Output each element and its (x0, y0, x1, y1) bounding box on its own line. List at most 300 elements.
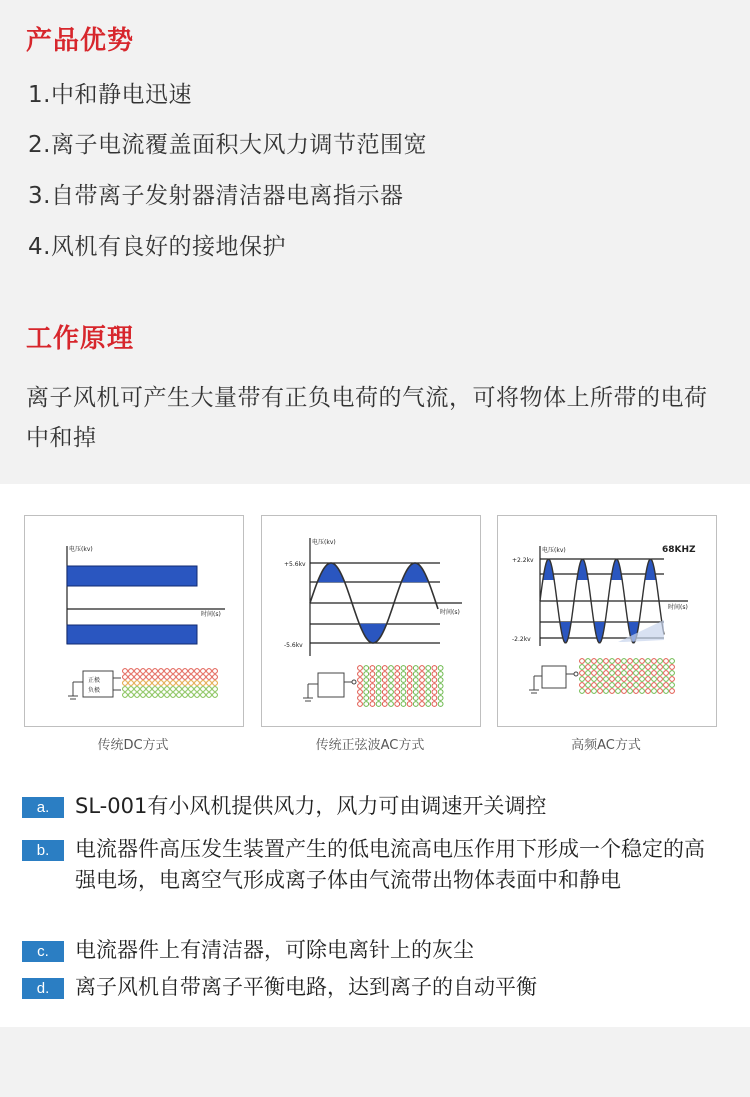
ion-particle (389, 672, 394, 677)
ion-particle (426, 702, 431, 707)
ion-particle (652, 659, 657, 664)
ion-particle (165, 675, 170, 680)
ion-particle (407, 666, 412, 671)
advantages-title: 产品优势 (26, 26, 135, 56)
ion-particle (438, 690, 443, 695)
ion-particle (364, 690, 369, 695)
ion-particle (370, 684, 375, 689)
ion-particle (628, 689, 633, 694)
ion-particle (147, 681, 152, 686)
ion-particle (382, 696, 387, 701)
ion-particle (640, 677, 645, 682)
ion-particle (640, 659, 645, 664)
hf-frequency: 68KHZ (662, 545, 696, 555)
ion-particle (159, 693, 164, 698)
ion-particle (389, 678, 394, 683)
ion-particle (598, 671, 603, 676)
ion-particle (358, 672, 363, 677)
ion-particle (171, 681, 176, 686)
ion-particle (438, 678, 443, 683)
ion-particle (426, 684, 431, 689)
ion-particle (610, 689, 615, 694)
ion-particle (177, 669, 182, 674)
dc-positive-bar (67, 566, 197, 586)
ion-particle (413, 690, 418, 695)
ion-particle (592, 659, 597, 664)
ion-particle (135, 687, 140, 692)
ion-particle (432, 696, 437, 701)
ion-particle (646, 689, 651, 694)
ion-particle (129, 687, 134, 692)
ion-particle (580, 683, 585, 688)
ion-particle (135, 693, 140, 698)
ion-particle (376, 696, 381, 701)
ion-particle (364, 678, 369, 683)
ion-particle (195, 687, 200, 692)
dc-ion-particles (123, 669, 218, 698)
ion-particle (364, 666, 369, 671)
ion-particle (407, 702, 412, 707)
ion-particle (413, 684, 418, 689)
ion-particle (395, 696, 400, 701)
ion-particle (640, 689, 645, 694)
ion-particle (586, 689, 591, 694)
ion-particle (407, 672, 412, 677)
ion-particle (664, 671, 669, 676)
ion-particle (586, 659, 591, 664)
ion-particle (658, 677, 663, 682)
ion-particle (616, 665, 621, 670)
ion-particle (610, 659, 615, 664)
ion-particle (141, 681, 146, 686)
ion-particle (189, 687, 194, 692)
ion-particle (195, 681, 200, 686)
hf-bottom-value: -2.2kv (512, 636, 531, 643)
ion-particle (382, 702, 387, 707)
diagram-dc (24, 515, 244, 727)
ion-particle (622, 683, 627, 688)
ion-particle (658, 665, 663, 670)
ion-particle (580, 665, 585, 670)
ion-particle (183, 675, 188, 680)
ion-particle (622, 689, 627, 694)
feature-text: 电流器件高压发生装置产生的低电流高电压作用下形成一个稳定的高强电场，电离空气形成离子体由气流带出物体表面中和静电 (75, 837, 705, 892)
hf-shadow (618, 620, 664, 642)
ion-particle (616, 683, 621, 688)
ion-particle (634, 677, 639, 682)
ion-particle (183, 669, 188, 674)
ion-particle (580, 689, 585, 694)
ion-particle (147, 687, 152, 692)
ion-particle (189, 681, 194, 686)
ion-particle (201, 675, 206, 680)
ion-particle (426, 666, 431, 671)
advantage-item-4: 4.风机有良好的接地保护 (28, 234, 286, 260)
ion-particle (395, 702, 400, 707)
advantage-item-2: 2.离子电流覆盖面积大风力调节范围宽 (28, 132, 427, 158)
ion-particle (586, 671, 591, 676)
ion-particle (592, 677, 597, 682)
feature-badge: a. (22, 797, 64, 818)
ion-particle (592, 671, 597, 676)
dc-emitter-icon (68, 671, 121, 699)
ion-particle (413, 696, 418, 701)
ion-particle (670, 689, 675, 694)
dc-negative-bar (67, 625, 197, 644)
ion-particle (426, 678, 431, 683)
ion-particle (604, 659, 609, 664)
ion-particle (438, 666, 443, 671)
ion-particle (376, 684, 381, 689)
ion-particle (141, 675, 146, 680)
ion-particle (370, 666, 375, 671)
ion-particle (389, 666, 394, 671)
ion-particle (610, 683, 615, 688)
ion-particle (195, 675, 200, 680)
ion-particle (358, 702, 363, 707)
ion-particle (658, 683, 663, 688)
ion-particle (438, 696, 443, 701)
ion-particle (123, 693, 128, 698)
ion-particle (598, 689, 603, 694)
ion-particle (153, 687, 158, 692)
ion-particle (646, 683, 651, 688)
ion-particle (432, 684, 437, 689)
sine-emitter-icon (303, 673, 356, 701)
ion-particle (604, 677, 609, 682)
ion-particle (207, 681, 212, 686)
ion-particle (634, 659, 639, 664)
ion-particle (358, 666, 363, 671)
ion-particle (616, 671, 621, 676)
ion-particle (376, 672, 381, 677)
ion-particle (420, 672, 425, 677)
ion-particle (586, 683, 591, 688)
ion-particle (153, 675, 158, 680)
ion-particle (670, 671, 675, 676)
ion-particle (129, 675, 134, 680)
ion-particle (195, 669, 200, 674)
ion-particle (598, 683, 603, 688)
advantage-item-3: 3.自带离子发射器清洁器电离指示器 (28, 183, 404, 209)
feature-badge: c. (22, 941, 64, 962)
ion-particle (177, 687, 182, 692)
ion-particle (213, 693, 218, 698)
ion-particle (141, 669, 146, 674)
dc-label-positive: 正极 (88, 677, 101, 684)
ion-particle (171, 687, 176, 692)
ion-particle (401, 672, 406, 677)
ion-particle (586, 665, 591, 670)
sine-ion-particles (358, 666, 443, 707)
ion-particle (123, 681, 128, 686)
ion-particle (658, 659, 663, 664)
ion-particle (382, 672, 387, 677)
ion-particle (401, 666, 406, 671)
ion-particle (604, 689, 609, 694)
feature-text: 电流器件上有清洁器，可除电离针上的灰尘 (75, 938, 474, 962)
ion-particle (622, 665, 627, 670)
ion-particle (370, 702, 375, 707)
ion-particle (604, 683, 609, 688)
ion-particle (141, 693, 146, 698)
ion-particle (395, 690, 400, 695)
ion-particle (364, 684, 369, 689)
ion-particle (420, 702, 425, 707)
ion-particle (586, 677, 591, 682)
ion-particle (622, 671, 627, 676)
ion-particle (183, 693, 188, 698)
hf-emitter-icon (529, 666, 578, 693)
ion-particle (165, 693, 170, 698)
ion-particle (652, 677, 657, 682)
ion-particle (213, 675, 218, 680)
ion-particle (610, 665, 615, 670)
dc-ylabel: 电压(kv) (69, 546, 93, 553)
ion-particle (420, 696, 425, 701)
ion-particle (389, 684, 394, 689)
ion-particle (159, 675, 164, 680)
ion-particle (401, 678, 406, 683)
ion-particle (171, 675, 176, 680)
ion-particle (580, 671, 585, 676)
ion-particle (407, 690, 412, 695)
ion-particle (598, 665, 603, 670)
ion-particle (147, 675, 152, 680)
ion-particle (370, 678, 375, 683)
ion-particle (401, 702, 406, 707)
ion-particle (628, 683, 633, 688)
ion-particle (382, 666, 387, 671)
ion-particle (376, 678, 381, 683)
ion-particle (389, 702, 394, 707)
ion-particle (420, 684, 425, 689)
hf-xlabel: 时间(s) (668, 604, 688, 611)
ion-particle (395, 666, 400, 671)
ion-particle (177, 675, 182, 680)
ion-particle (598, 677, 603, 682)
ion-particle (370, 690, 375, 695)
ion-particle (664, 665, 669, 670)
ion-particle (646, 665, 651, 670)
ion-particle (171, 693, 176, 698)
ion-particle (432, 678, 437, 683)
ion-particle (634, 683, 639, 688)
ion-particle (171, 669, 176, 674)
ion-particle (640, 671, 645, 676)
ion-particle (592, 683, 597, 688)
ion-particle (413, 666, 418, 671)
ion-particle (153, 693, 158, 698)
sine-top-value: +5.6kv (284, 561, 306, 568)
ion-particle (147, 693, 152, 698)
ion-particle (376, 690, 381, 695)
ion-particle (426, 696, 431, 701)
ion-particle (628, 677, 633, 682)
ion-particle (420, 666, 425, 671)
ion-particle (670, 683, 675, 688)
hf-top-value: +2.2kv (512, 557, 534, 564)
ion-particle (123, 687, 128, 692)
ion-particle (376, 702, 381, 707)
ion-particle (610, 671, 615, 676)
ion-particle (213, 687, 218, 692)
ion-particle (401, 684, 406, 689)
ion-particle (652, 665, 657, 670)
ion-particle (207, 687, 212, 692)
ion-particle (420, 690, 425, 695)
ion-particle (652, 671, 657, 676)
ion-particle (123, 669, 128, 674)
ion-particle (622, 677, 627, 682)
ion-particle (664, 689, 669, 694)
ion-particle (407, 678, 412, 683)
ion-particle (189, 669, 194, 674)
ion-particle (407, 684, 412, 689)
ion-particle (580, 677, 585, 682)
ion-particle (389, 696, 394, 701)
hf-ion-particles (580, 659, 675, 694)
ion-particle (426, 690, 431, 695)
ion-particle (646, 659, 651, 664)
ion-particle (401, 696, 406, 701)
ion-particle (195, 693, 200, 698)
ion-particle (616, 689, 621, 694)
ion-particle (189, 675, 194, 680)
sine-bottom-value: -5.6kv (284, 642, 303, 649)
ion-particle (183, 687, 188, 692)
ion-particle (358, 684, 363, 689)
ion-particle (165, 687, 170, 692)
ion-particle (592, 689, 597, 694)
ion-particle (646, 677, 651, 682)
ion-particle (364, 696, 369, 701)
dc-label-negative: 负极 (88, 687, 101, 694)
sine-ylabel: 电压(kv) (312, 539, 336, 546)
ion-particle (201, 681, 206, 686)
ion-particle (201, 687, 206, 692)
ion-particle (201, 693, 206, 698)
ion-particle (159, 687, 164, 692)
ion-particle (358, 696, 363, 701)
hf-ylabel: 电压(kv) (542, 547, 566, 554)
ion-particle (616, 677, 621, 682)
ion-particle (147, 669, 152, 674)
diagram-hf-ac (497, 515, 717, 727)
ion-particle (395, 684, 400, 689)
ion-particle (159, 681, 164, 686)
ion-particle (634, 665, 639, 670)
ion-particle (616, 659, 621, 664)
caption-hf-ac: 高频AC方式 (571, 738, 641, 753)
ion-particle (658, 689, 663, 694)
ion-particle (207, 675, 212, 680)
principle-text: 离子风机可产生大量带有正负电荷的气流，可将物体上所带的电荷中和掉 (26, 385, 708, 451)
ion-particle (426, 672, 431, 677)
ion-particle (610, 677, 615, 682)
ion-particle (640, 683, 645, 688)
ion-particle (670, 665, 675, 670)
ion-particle (358, 690, 363, 695)
ion-particle (634, 671, 639, 676)
ion-particle (177, 693, 182, 698)
ion-particle (628, 671, 633, 676)
ion-particle (670, 677, 675, 682)
caption-dc: 传统DC方式 (97, 738, 169, 753)
ion-particle (129, 669, 134, 674)
ion-particle (395, 672, 400, 677)
ion-particle (413, 678, 418, 683)
ion-particle (438, 684, 443, 689)
ion-particle (628, 659, 633, 664)
ion-particle (165, 669, 170, 674)
ion-particle (640, 665, 645, 670)
ion-particle (389, 690, 394, 695)
ion-particle (592, 665, 597, 670)
feature-badge: b. (22, 840, 64, 861)
ion-particle (358, 678, 363, 683)
ion-particle (664, 659, 669, 664)
ion-particle (604, 671, 609, 676)
ion-particle (364, 702, 369, 707)
dc-xlabel: 时间(s) (201, 611, 221, 618)
advantage-item-1: 1.中和静电迅速 (28, 82, 192, 108)
ion-particle (123, 675, 128, 680)
ion-particle (438, 672, 443, 677)
ion-particle (401, 690, 406, 695)
ion-particle (382, 678, 387, 683)
ion-particle (135, 681, 140, 686)
ion-particle (165, 681, 170, 686)
diagram-sine-ac (261, 515, 481, 727)
ion-particle (135, 669, 140, 674)
ion-particle (183, 681, 188, 686)
ion-particle (129, 693, 134, 698)
ion-particle (376, 666, 381, 671)
ion-particle (382, 690, 387, 695)
ion-particle (213, 681, 218, 686)
ion-particle (432, 672, 437, 677)
ion-particle (407, 696, 412, 701)
ion-particle (135, 675, 140, 680)
sine-xlabel: 时间(s) (440, 609, 460, 616)
feature-text: SL-001有小风机提供风力，风力可由调速开关调控 (75, 794, 547, 818)
ion-particle (141, 687, 146, 692)
ion-particle (413, 672, 418, 677)
ion-particle (580, 659, 585, 664)
ion-particle (370, 672, 375, 677)
feature-badge: d. (22, 978, 64, 999)
principle-title: 工作原理 (26, 324, 135, 354)
ion-particle (420, 678, 425, 683)
ion-particle (395, 678, 400, 683)
ion-particle (628, 665, 633, 670)
ion-particle (213, 669, 218, 674)
caption-sine-ac: 传统正弦波AC方式 (315, 738, 425, 753)
ion-particle (664, 683, 669, 688)
ion-particle (432, 702, 437, 707)
ion-particle (604, 665, 609, 670)
ion-particle (622, 659, 627, 664)
ion-particle (207, 669, 212, 674)
feature-text: 离子风机自带离子平衡电路，达到离子的自动平衡 (75, 975, 537, 999)
ion-particle (201, 669, 206, 674)
ion-particle (634, 689, 639, 694)
ion-particle (153, 669, 158, 674)
ion-particle (370, 696, 375, 701)
ion-particle (598, 659, 603, 664)
ion-particle (438, 702, 443, 707)
